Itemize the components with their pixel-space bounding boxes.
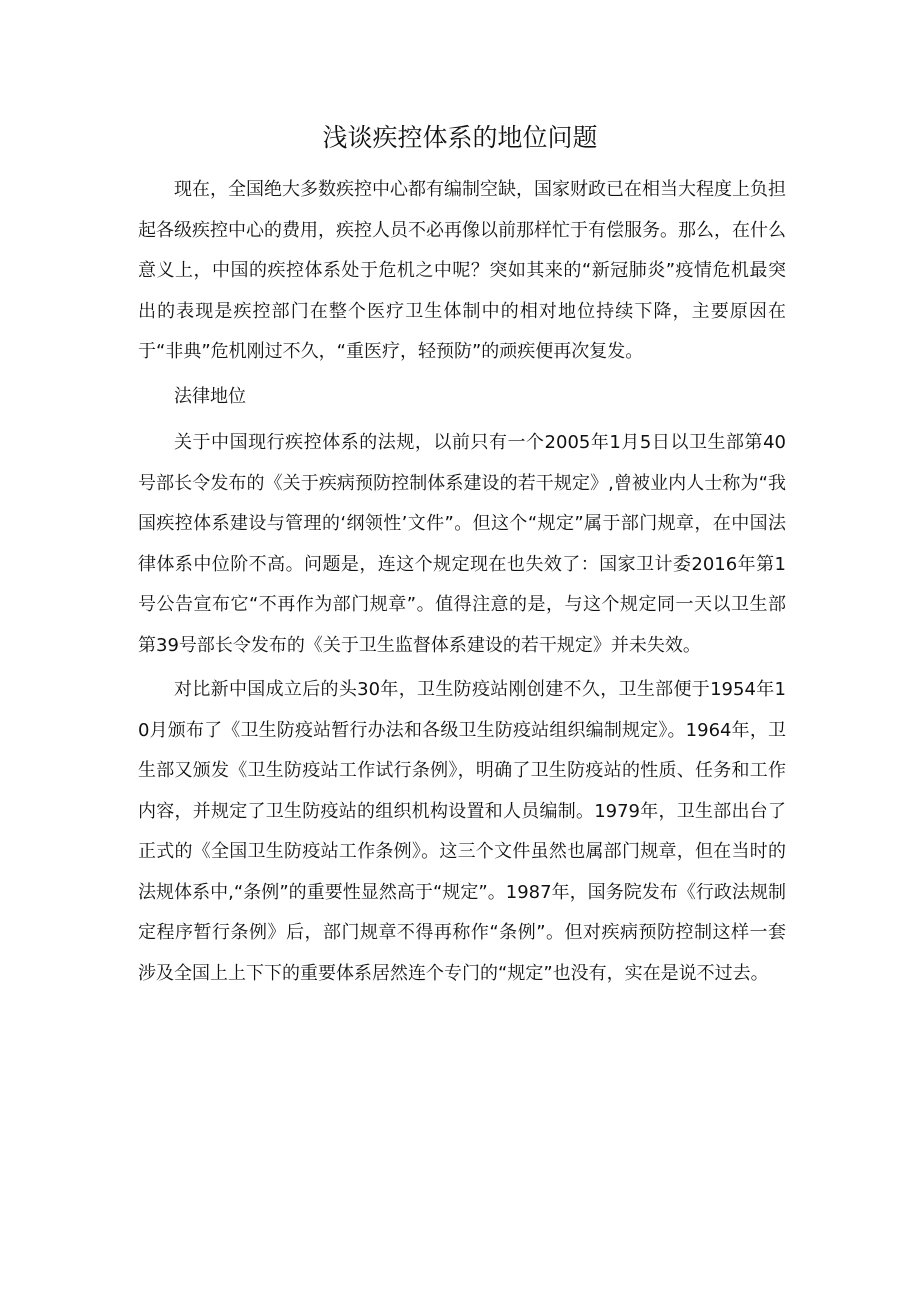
paragraph-regulations: 关于中国现行疾控体系的法规，以前只有一个2005年1月5日以卫生部第40号部长令发布的《关于疾病预防控制体系建设的若干规定》,曾被业内人士称为“我国疾控体系建设与管理的‘纲领性’文件”。但这个“规定”属于部门规章，在中国法律体系中位阶不高。问题是，连这个规定现在也失效了：国家卫计委2016年第1号公告宣布它“不再作为部门规章”。值得注意的是，与这个规定同一天以卫生部第39号部长令发布的《关于卫生监督体系建设的若干规定》并未失效。: [138, 432, 786, 656]
section-heading-legal-status: 法律地位: [174, 385, 246, 407]
document-body: [138, 170, 786, 998]
paragraph-history: 对比新中国成立后的头30年，卫生防疫站刚创建不久，卫生部便于1954年10月颁布了《卫生防疫站暂行办法和各级卫生防疫站组织编制规定》。1964年，卫生部又颁发《卫生防疫站工作试行条例》，明确了卫生防疫站的性质、任务和工作内容，并规定了卫生防疫站的组织机构设置和人员编制。1979年，卫生部出台了正式的《全国卫生防疫站工作条例》。这三个文件虽然也属部门规章，但在当时的法规体系中,“条例”的重要性显然高于“规定”。1987年，国务院发布《行政法规制定程序暂行条例》后，部门规章不得再称作“条例”。但对疾病预防控制这样一套涉及全国上上下下的重要体系居然连个专门的“规定”也没有，实在是说不过去。: [138, 679, 786, 984]
paragraph-intro: 现在，全国绝大多数疾控中心都有编制空缺，国家财政已在相当大程度上负担起各级疾控中心的费用，疾控人员不必再像以前那样忙于有偿服务。那么，在什么意义上，中国的疾控体系处于危机之中呢？突如其来的“新冠肺炎”疫情危机最突出的表现是疾控部门在整个医疗卫生体制中的相对地位持续下降，主要原因在于“非典”危机刚过不久，“重医疗，轻预防”的顽疾便再次复发。: [138, 179, 786, 362]
document-title: 浅谈疾控体系的地位问题: [322, 123, 598, 152]
